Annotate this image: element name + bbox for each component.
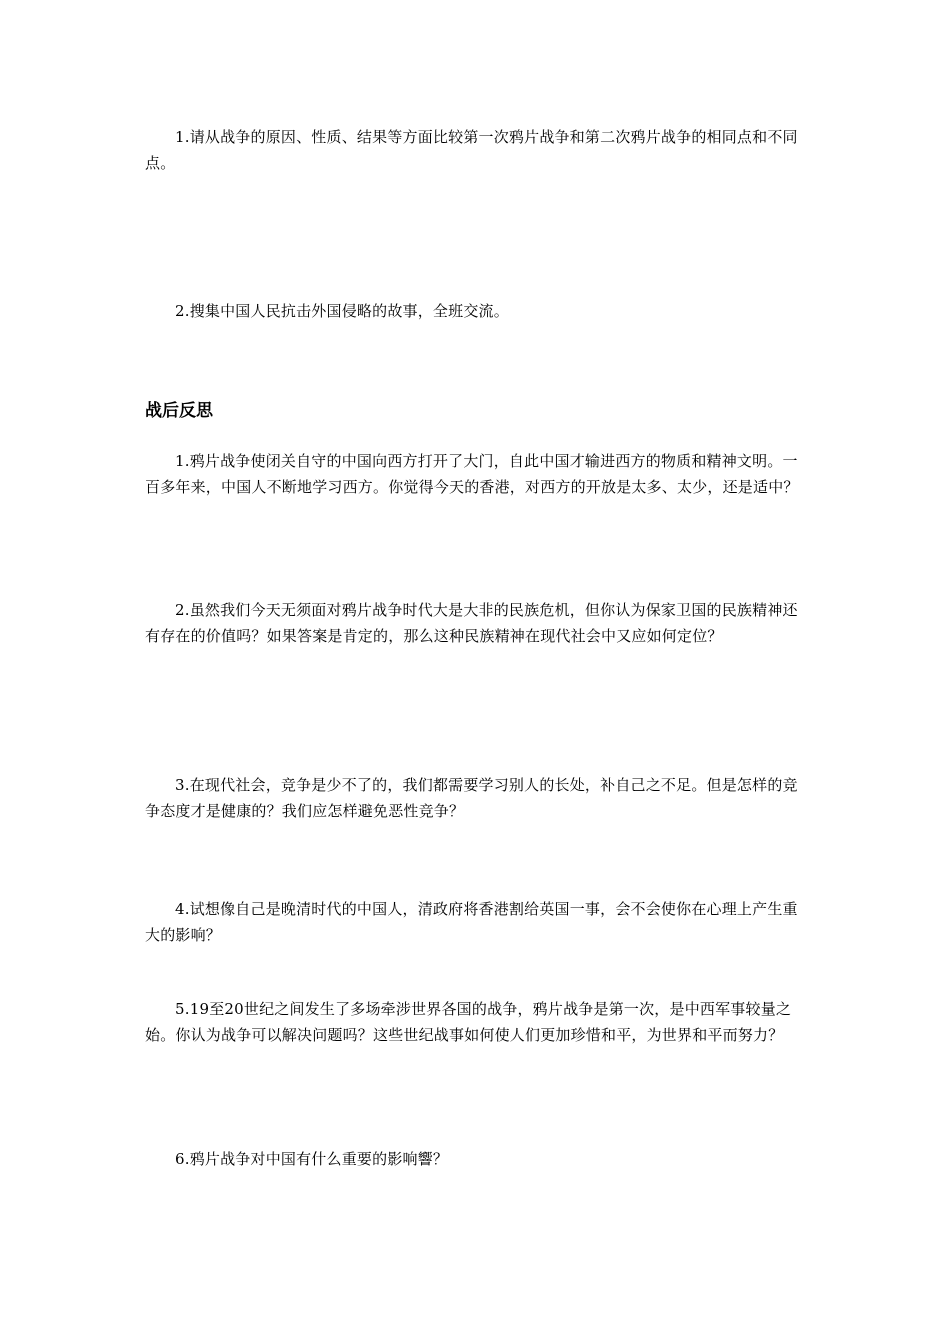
reflection-question-1: 1.鸦片战争使闭关自守的中国向西方打开了大门，自此中国才输进西方的物质和精神文明。一百多年来，中国人不断地学习西方。你觉得今天的香港，对西方的开放是太多、太少，还是适中？ (145, 452, 799, 496)
question-collect-stories: 2.搜集中国人民抗击外国侵略的故事，全班交流。 (175, 302, 509, 320)
reflection-question-6: 6.鸦片战争对中国有什么重要的影响響？ (175, 1150, 449, 1168)
section-heading-reflection: 战后反思 (145, 401, 213, 421)
question-compare-opium-wars: 1.请从战争的原因、性质、结果等方面比较第一次鸦片战争和第二次鸦片战争的相同点和不同点。 (145, 128, 798, 172)
reflection-question-4: 4.试想像自己是晚清时代的中国人，清政府将香港割给英国一事，会不会使你在心理上产生重大的影响？ (145, 900, 798, 944)
reflection-question-5: 5.19至20世纪之间发生了多场牵涉世界各国的战争，鸦片战争是第一次，是中西军事较量之始。你认为战争可以解决问题吗？这些世纪战事如何使人们更加珍惜和平，为世界和平而努力？ (145, 1000, 792, 1044)
reflection-question-3: 3.在现代社会，竞争是少不了的，我们都需要学习别人的长处，补自己之不足。但是怎样的竞争态度才是健康的？我们应怎样避免恶性竞争？ (145, 776, 798, 820)
reflection-question-2: 2.虽然我们今天无须面对鸦片战争时代大是大非的民族危机，但你认为保家卫国的民族精神还有存在的价值吗？如果答案是肯定的，那么这种民族精神在现代社会中又应如何定位？ (145, 601, 798, 645)
